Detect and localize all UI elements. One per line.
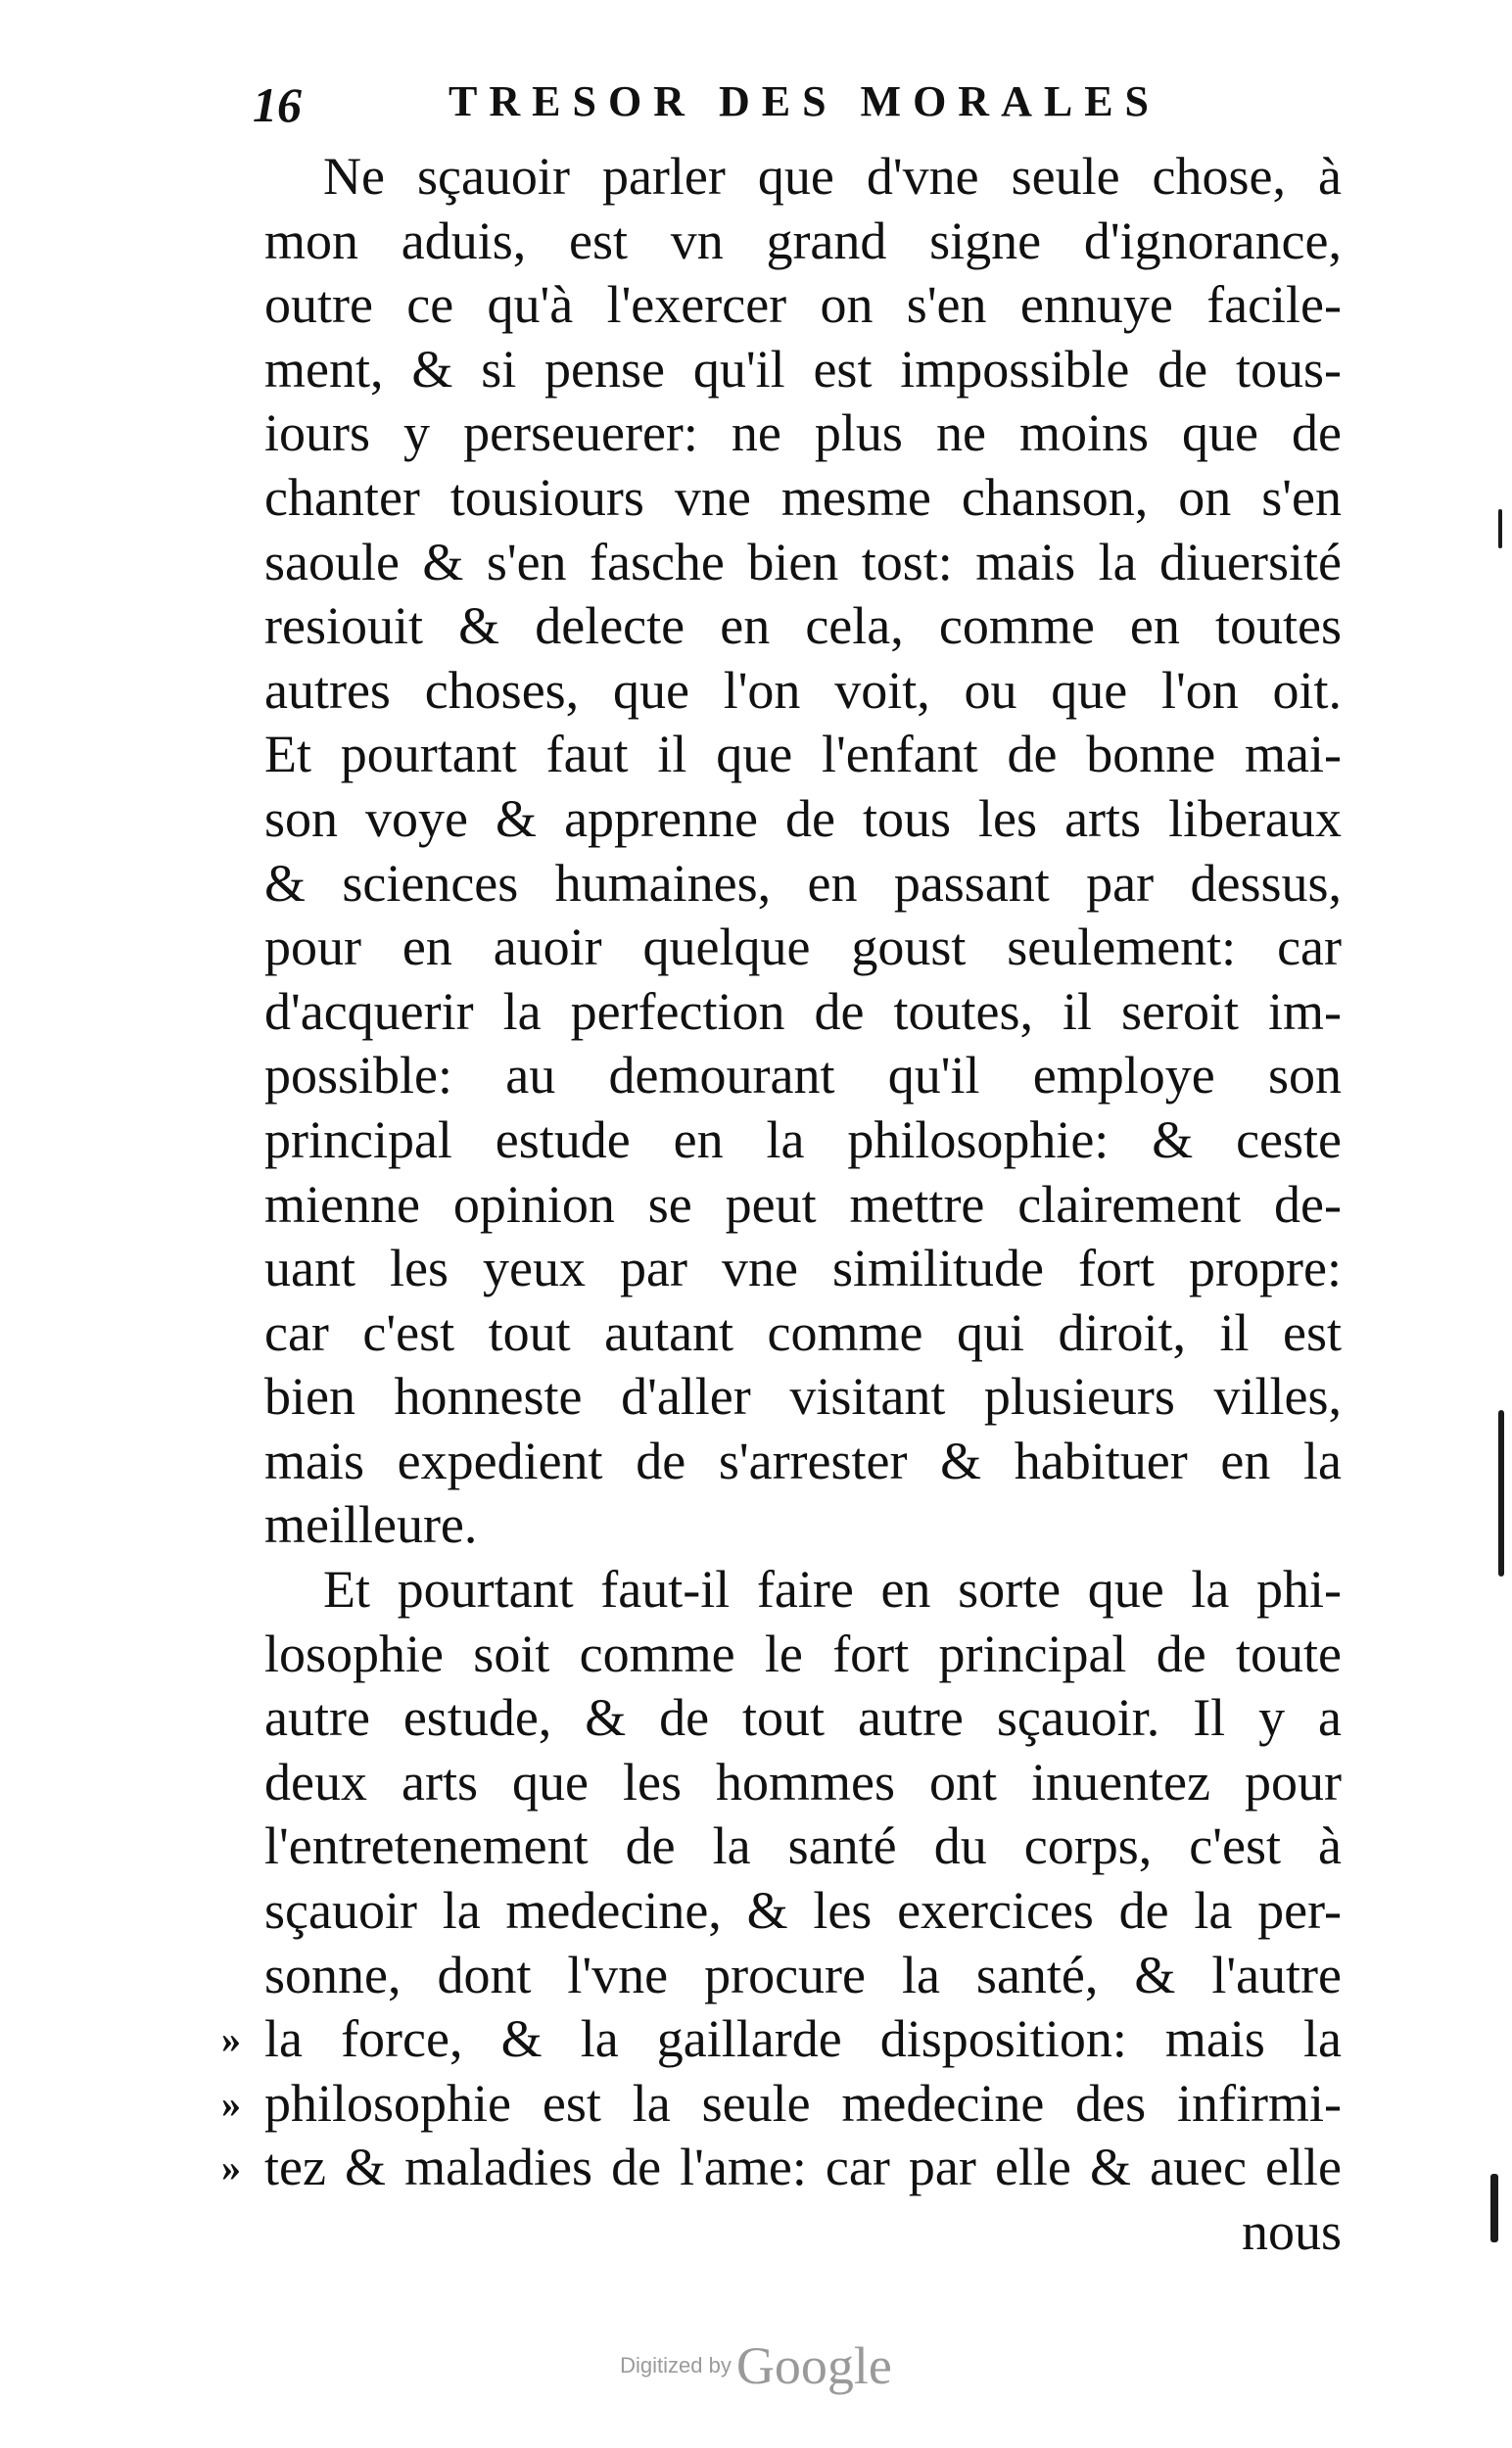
text-line: uant les yeux par vne similitude fort propre: bbox=[264, 1239, 1342, 1298]
text-line: iours y perseuerer: ne plus ne moins que de bbox=[264, 403, 1342, 463]
quote-marker: » bbox=[221, 2145, 241, 2190]
quote-marker: » bbox=[221, 2017, 241, 2062]
text-line: outre ce qu'à l'exercer on s'en ennuye facile- bbox=[264, 275, 1342, 335]
text-line bbox=[221, 2007, 1342, 2072]
google-logo-text: Google bbox=[735, 2336, 892, 2395]
text-line bbox=[221, 2136, 1342, 2200]
text-line: car c'est tout autant comme qui diroit, il est bbox=[264, 1302, 1342, 1362]
text-line: principal estude en la philosophie: & ceste bbox=[264, 1109, 1342, 1169]
text-line: autres choses, que l'on voit, ou que l'on oit. bbox=[264, 660, 1342, 720]
scan-edge-mark bbox=[1490, 2174, 1498, 2242]
text-line-content: philosophie est la seule medecine des infirmi- bbox=[264, 2073, 1342, 2133]
text-line: pour en auoir quelque goust seulement: car bbox=[264, 918, 1342, 977]
text-line: Ne sçauoir parler que d'vne seule chose, à bbox=[323, 147, 1342, 206]
text-line-content: la force, & la gaillarde disposition: mais la bbox=[264, 2009, 1342, 2069]
catchword: nous bbox=[1241, 2202, 1342, 2261]
digitized-label: Digitized by bbox=[620, 2353, 732, 2377]
page-number: 16 bbox=[253, 77, 302, 132]
text-line: saoule & s'en fasche bien tost: mais la diuersité bbox=[264, 532, 1342, 591]
text-line: Et pourtant faut-il faire en sorte que la phi- bbox=[323, 1560, 1342, 1620]
text-line: autre estude, & de tout autre sçauoir. Il y a bbox=[264, 1688, 1342, 1748]
text-line: Et pourtant faut il que l'enfant de bonne mai- bbox=[264, 725, 1342, 784]
quote-marker: » bbox=[221, 2081, 241, 2126]
text-line: mais expedient de s'arrester & habituer en la bbox=[264, 1431, 1342, 1490]
text-line: mienne opinion se peut mettre clairement de- bbox=[264, 1174, 1342, 1234]
page-header bbox=[253, 76, 1232, 145]
scan-edge-mark bbox=[1498, 1410, 1504, 1577]
text-line: & sciences humaines, en passant par dessus, bbox=[264, 853, 1342, 913]
text-line: d'acquerir la perfection de toutes, il seroit im- bbox=[264, 981, 1342, 1041]
scan-edge-mark bbox=[1498, 509, 1502, 548]
text-line: resiouit & delecte en cela, comme en toutes bbox=[264, 596, 1342, 656]
text-line: sçauoir la medecine, & les exercices de la per- bbox=[264, 1881, 1342, 1941]
text-line: deux arts que les hommes ont inuentez pour bbox=[264, 1752, 1342, 1812]
text-line: losophie soit comme le fort principal de toute bbox=[264, 1624, 1342, 1683]
text-line: son voye & apprenne de tous les arts liberaux bbox=[264, 788, 1342, 848]
text-line: sonne, dont l'vne procure la santé, & l'autre bbox=[264, 1945, 1342, 2004]
digitized-footer bbox=[0, 2335, 1512, 2396]
text-line: mon aduis, est vn grand signe d'ignorance, bbox=[264, 211, 1342, 270]
body-text bbox=[221, 145, 1342, 2265]
text-line: bien honneste d'aller visitant plusieurs villes, bbox=[264, 1367, 1342, 1427]
text-line bbox=[221, 2072, 1342, 2137]
text-line: meilleure. bbox=[264, 1495, 478, 1555]
running-title: TRESOR DES MORALES bbox=[449, 77, 1161, 125]
text-line: ment, & si pense qu'il est impossible de tous- bbox=[264, 339, 1342, 399]
text-line: l'entretenement de la santé du corps, c'est à bbox=[264, 1816, 1342, 1876]
text-line: chanter tousiours vne mesme chanson, on s'en bbox=[264, 467, 1342, 527]
text-line-content: tez & maladies de l'ame: car par elle & auec elle bbox=[264, 2138, 1342, 2197]
text-line: possible: au demourant qu'il employe son bbox=[264, 1046, 1342, 1106]
